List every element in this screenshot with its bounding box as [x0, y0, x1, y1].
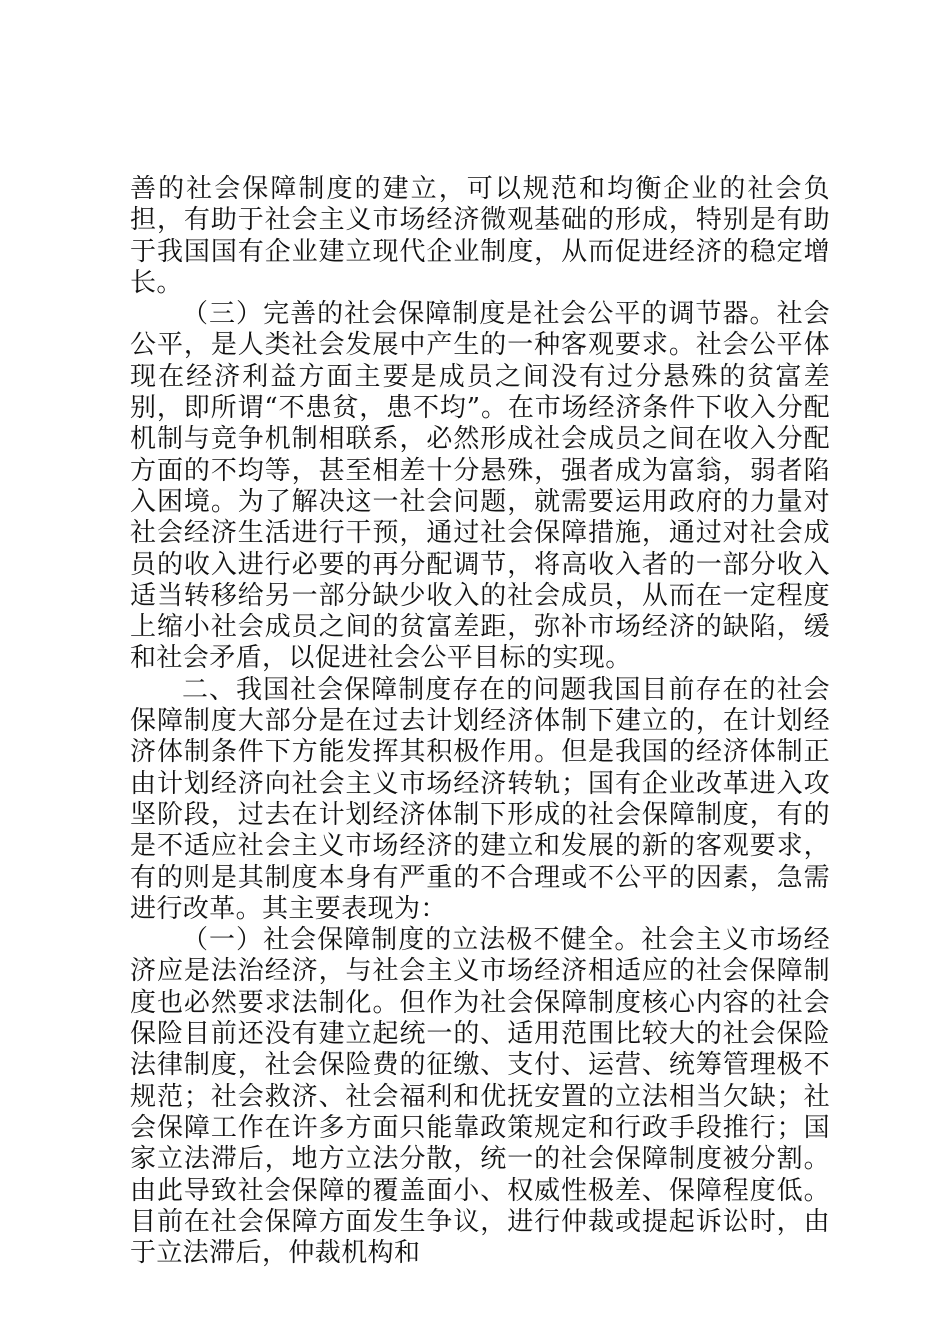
- paragraph-social-fairness: （三）完善的社会保障制度是社会公平的调节器。社会公平，是人类社会发展中产生的一种客观要求。社会公平体现在经济利益方面主要是成员之间没有过分悬殊的贫富差别，即所谓“不患贫，患不均”。在市场经济条件下收入分配机制与竞争机制相联系，必然形成社会成员之间在收入分配方面的不均等，甚至相差十分悬殊，强者成为富翁，弱者陷入困境。为了解决这一社会问题，就需要运用政府的力量对社会经济生活进行干预，通过社会保障措施，通过对社会成员的收入进行必要的再分配调节，将高收入者的一部分收入适当转移给另一部分缺少收入的社会成员，从而在一定程度上缩小社会成员之间的贫富差距，弥补市场经济的缺陷，缓和社会矛盾，以促进社会公平目标的实现。: [130, 299, 830, 674]
- paragraph-existing-problems: 二、我国社会保障制度存在的问题我国目前存在的社会保障制度大部分是在过去计划经济体制下建立的，在计划经济体制条件下方能发挥其积极作用。但是我国的经济体制正由计划经济向社会主义市场经济转轨；国有企业改革进入攻坚阶段，过去在计划经济体制下形成的社会保障制度，有的是不适应社会主义市场经济的建立和发展的新的客观要求，有的则是其制度本身有严重的不合理或不公平的因素，急需进行改革。其主要表现为：: [130, 674, 830, 924]
- paragraph-legislation: （一）社会保障制度的立法极不健全。社会主义市场经济应是法治经济，与社会主义市场经济相适应的社会保障制度也必然要求法制化。但作为社会保障制度核心内容的社会保险目前还没有建立起统一的、适用范围比较大的社会保险法律制度，社会保险费的征缴、支付、运营、统筹管理极不规范；社会救济、社会福利和优抚安置的立法相当欠缺；社会保障工作在许多方面只能靠政策规定和行政手段推行；国家立法滞后，地方立法分散，统一的社会保障制度被分割。由此导致社会保障的覆盖面小、权威性极差、保障程度低。目前在社会保障方面发生争议，进行仲裁或提起诉讼时，由于立法滞后，仲裁机构和: [130, 925, 830, 1269]
- document-body: [130, 174, 830, 1269]
- paragraph-continuation: 善的社会保障制度的建立，可以规范和均衡企业的社会负担，有助于社会主义市场经济微观基础的形成，特别是有助于我国国有企业建立现代企业制度，从而促进经济的稳定增长。: [130, 174, 830, 298]
